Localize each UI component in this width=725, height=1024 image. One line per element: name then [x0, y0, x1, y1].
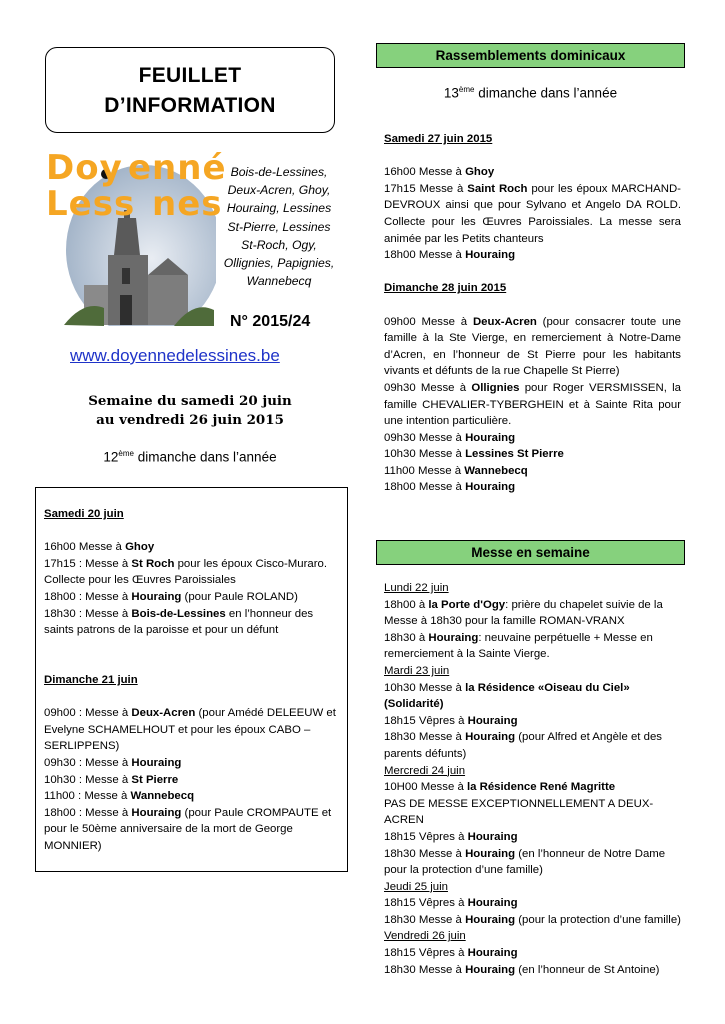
weekend-schedule-box	[35, 487, 348, 872]
sunday-28-title: Dimanche 28 juin 2015	[384, 282, 507, 295]
logo-word-doy: Doy	[46, 148, 123, 188]
schedule-line-time: 18h00 : Messe à	[44, 806, 132, 819]
schedule-line-place: Houraing	[465, 963, 516, 976]
schedule-line-time: 09h00 Messe à	[384, 315, 473, 328]
schedule-line	[384, 463, 681, 480]
sunday-12-text: dimanche dans l’année	[133, 449, 277, 465]
saturday-27-title: Samedi 27 juin 2015	[384, 133, 493, 145]
title-line-1: FEUILLET	[138, 64, 242, 87]
parish-line: Deux-Acren, Ghoy,	[227, 183, 331, 198]
tuesday-23-title: Mardi 23 juin	[384, 664, 450, 677]
schedule-line-place: la Porte d'Ogy	[428, 598, 506, 611]
schedule-line	[384, 829, 681, 846]
parish-line: Ollignies, Papignies,	[223, 256, 335, 271]
schedule-line-time: PAS DE MESSE EXCEPTIONNELLEMENT A DEUX-ACREN	[384, 797, 654, 827]
schedule-line-time: 09h00 : Messe à	[44, 707, 132, 720]
schedule-line-detail: : prière du chapelet suivie de la Messe à 18h30 pour la famille ROMAN-VRANX	[384, 598, 663, 628]
week-heading-line-1: Semaine du samedi 20 juin	[88, 393, 292, 409]
schedule-line	[384, 630, 681, 663]
schedule-line-time: 11h00 : Messe à	[44, 790, 131, 803]
schedule-line	[384, 430, 681, 447]
parish-line: Bois-de-Lessines,	[230, 165, 328, 179]
schedule-line-place: la Résidence «Oiseau du Ciel» (Solidarité)	[384, 681, 630, 711]
schedule-line-place: Houraing	[131, 806, 182, 819]
schedule-line-time: 10h30 Messe à	[384, 448, 466, 461]
monday-22-list	[384, 597, 681, 663]
week-heading	[60, 392, 320, 430]
schedule-line	[384, 314, 681, 380]
schedule-line	[384, 912, 681, 929]
schedule-line-detail: (pour consacrer toute une famille à la Ste Vierge, en remerciement à Notre-Dame d’Acren, en l’honneur de St Pierre pour les habitants vivants et défunts de la rue Chapelle St Pierre)	[384, 315, 681, 378]
logo-word-nes: nes	[152, 184, 223, 224]
schedule-line-time: 18h15 Vêpres à	[384, 830, 468, 843]
sunday-21-list	[44, 705, 339, 854]
schedule-line-place: Houraing	[465, 731, 516, 744]
schedule-line-place: Houraing	[465, 249, 516, 262]
schedule-line-place: St Roch	[131, 557, 175, 570]
thursday-25-list	[384, 895, 681, 928]
issue-number: N° 2015/24	[230, 313, 311, 330]
schedule-line-detail: (en l’honneur de St Antoine)	[515, 963, 660, 976]
schedule-line	[384, 380, 681, 430]
friday-26-list	[384, 945, 681, 978]
schedule-line-place: Houraing	[467, 714, 518, 727]
schedule-line-detail: en l’honneur des saints patrons de la paroisse et pour un défunt	[44, 607, 314, 637]
tuesday-23-list	[384, 680, 681, 763]
schedule-line-time: 16h00 Messe à	[44, 541, 126, 554]
deanery-logo	[44, 148, 227, 326]
schedule-line	[384, 713, 681, 730]
schedule-line-time: 17h15 : Messe à	[44, 557, 132, 570]
schedule-line-time: 16h00 Messe à	[384, 166, 466, 179]
saturday-20-title: Samedi 20 juin	[44, 508, 124, 520]
schedule-line-time: 09h30 Messe à	[384, 381, 472, 394]
schedule-line-place: Bois-de-Lessines	[131, 607, 226, 620]
parish-line: St-Roch, Ogy,	[241, 237, 317, 252]
schedule-line	[384, 962, 681, 979]
schedule-line-place: Deux-Acren	[131, 707, 196, 720]
sunday-gatherings-banner: Rassemblements dominicaux	[376, 43, 685, 68]
sunday-13-text: dimanche dans l’année	[474, 85, 618, 101]
sunday-28-list	[384, 314, 681, 497]
schedule-line-time: 17h15 Messe à	[384, 182, 468, 195]
schedule-line-detail: pour Roger VERSMISSEN, la famille CHEVALIER-TYBERGHEIN et à Sainte Rita pour une intention particulière.	[384, 381, 681, 428]
schedule-line	[384, 680, 681, 713]
schedule-line	[384, 181, 681, 247]
schedule-line-time: 18h30 Messe à	[384, 913, 466, 926]
schedule-line	[384, 895, 681, 912]
schedule-line	[44, 805, 339, 855]
monday-22-title: Lundi 22 juin	[384, 582, 449, 594]
sunday-12-title	[60, 449, 320, 465]
schedule-line	[384, 164, 681, 181]
schedule-line-place: Ghoy	[125, 541, 155, 554]
schedule-line-time: 18h30 Messe à	[384, 731, 466, 744]
schedule-line-place: Wannebecq	[464, 464, 528, 477]
schedule-line-detail: : neuvaine perpétuelle + Messe en remerciement à la Sainte Vierge.	[384, 631, 653, 661]
friday-26-title: Vendredi 26 juin	[384, 930, 466, 943]
schedule-line	[44, 539, 339, 556]
schedule-line	[384, 479, 681, 496]
schedule-line-place: Wannebecq	[130, 790, 195, 803]
saturday-27-list	[384, 164, 681, 264]
schedule-line-time: 18h30 Messe à	[384, 847, 466, 860]
schedule-line-detail: pour les époux Cisco-Muraro. Collecte pour les Œuvres Paroissiales	[44, 557, 328, 587]
wednesday-24-title: Mercredi 24 juin	[384, 764, 466, 777]
schedule-line-place: Deux-Acren	[472, 315, 537, 328]
schedule-line-time: 11h00 Messe à	[384, 464, 465, 477]
schedule-line-detail: (en l’honneur de Notre Dame pour la protection d’une famille)	[384, 847, 666, 877]
saturday-20-list	[44, 539, 339, 639]
schedule-line-detail: (pour Paule ROLAND)	[181, 590, 298, 603]
schedule-line-detail: (pour Amédé DELEEUW et Evelyne SCHAMELHOUT et pour les époux CABO – SERLIPPENS)	[44, 707, 336, 753]
weekend-27-28-section	[384, 131, 681, 496]
schedule-line-place: Houraing	[465, 913, 516, 926]
schedule-line-detail: (pour Paule CROMPAUTE et pour le 50ème anniversaire de la mort de George MONNIER)	[44, 806, 332, 852]
weekday-mass-section	[384, 580, 681, 978]
schedule-line-time: 18h15 Vêpres à	[384, 947, 468, 960]
schedule-line-time: 18h30 : Messe à	[44, 607, 132, 620]
schedule-line-detail: (pour la protection d’une famille)	[515, 913, 681, 926]
schedule-line-time: 18h15 Vêpres à	[384, 714, 468, 727]
schedule-line-place: Ghoy	[465, 166, 495, 179]
sunday-13-sup: ème	[458, 85, 475, 94]
schedule-line-time: 09h30 Messe à	[384, 431, 466, 444]
schedule-line-time: 18h00 Messe à	[384, 481, 466, 494]
schedule-line-place: St Pierre	[131, 773, 179, 786]
schedule-line-time: 18h00 à	[384, 598, 429, 611]
schedule-line-place: Houraing	[465, 481, 516, 494]
schedule-line	[44, 556, 339, 589]
sunday-13-title	[376, 85, 685, 101]
parish-line: Wannebecq	[246, 274, 312, 289]
schedule-line-time: 10H00 Messe à	[384, 781, 467, 794]
schedule-line	[384, 597, 681, 630]
thursday-25-title: Jeudi 25 juin	[384, 880, 448, 893]
schedule-line-place: Houraing	[131, 756, 182, 769]
schedule-line-place: la Résidence René Magritte	[466, 781, 616, 794]
schedule-line-place: Lessines St Pierre	[465, 448, 564, 461]
schedule-line-detail: (pour Alfred et Angèle et des parents défunts)	[384, 731, 662, 760]
sunday-12-number: 12	[103, 449, 119, 465]
schedule-line	[384, 796, 681, 829]
schedule-line	[384, 729, 681, 762]
schedule-line	[384, 446, 681, 463]
schedule-line-place: Houraing	[465, 847, 516, 860]
schedule-line	[44, 705, 339, 755]
schedule-line	[44, 606, 339, 639]
schedule-line-time: 18h00 Messe à	[384, 249, 466, 262]
schedule-line	[44, 589, 339, 606]
sunday-13-number: 13	[443, 85, 459, 101]
schedule-line-time: 10h30 Messe à	[384, 681, 466, 694]
schedule-line	[384, 945, 681, 962]
parish-line: Houraing, Lessines	[226, 201, 332, 216]
schedule-line-time: 18h30 à	[384, 631, 429, 644]
schedule-line-detail: pour les époux MARCHAND-DEVROUX ainsi que pour Sylvano et Angelo DA ROLD. Collecte pour les Œuvres Paroissiales. La messe sera animée par les Petits chanteurs	[384, 182, 681, 245]
schedule-line-place: Ollignies	[471, 381, 520, 394]
logo-word-less: Less	[46, 184, 136, 224]
schedule-line	[44, 772, 339, 789]
title-box	[45, 47, 335, 133]
sunday-21-title: Dimanche 21 juin	[44, 673, 138, 686]
schedule-line-place: Houraing	[467, 830, 518, 843]
logo-word-enne: enné	[128, 148, 227, 188]
schedule-line	[384, 846, 681, 879]
week-heading-line-2: au vendredi 26 juin 2015	[96, 412, 284, 428]
schedule-line-time: 18h30 Messe à	[384, 963, 466, 976]
schedule-line-place: Houraing	[467, 897, 518, 910]
parish-line: St-Pierre, Lessines	[227, 219, 331, 234]
schedule-line-time: 18h00 : Messe à	[44, 590, 132, 603]
schedule-line-time: 10h30 : Messe à	[44, 773, 132, 786]
wednesday-24-list	[384, 779, 681, 879]
schedule-line-place: Saint Roch	[467, 182, 528, 195]
schedule-line-time: 09h30 : Messe à	[44, 756, 132, 769]
schedule-line	[44, 755, 339, 772]
website-link[interactable]: www.doyennedelessines.be	[70, 346, 280, 365]
sunday-12-sup: ème	[118, 449, 134, 458]
schedule-line-time: 18h15 Vêpres à	[384, 897, 468, 910]
schedule-line-place: Houraing	[131, 590, 182, 603]
schedule-line	[44, 788, 339, 805]
weekday-mass-banner: Messe en semaine	[376, 540, 685, 565]
schedule-line-place: Houraing	[467, 947, 518, 960]
title-line-2: D’INFORMATION	[104, 94, 276, 117]
schedule-line	[384, 779, 681, 796]
schedule-line	[384, 247, 681, 264]
parish-list	[214, 163, 344, 290]
schedule-line-place: Houraing	[428, 631, 479, 644]
schedule-line-place: Houraing	[465, 431, 516, 444]
